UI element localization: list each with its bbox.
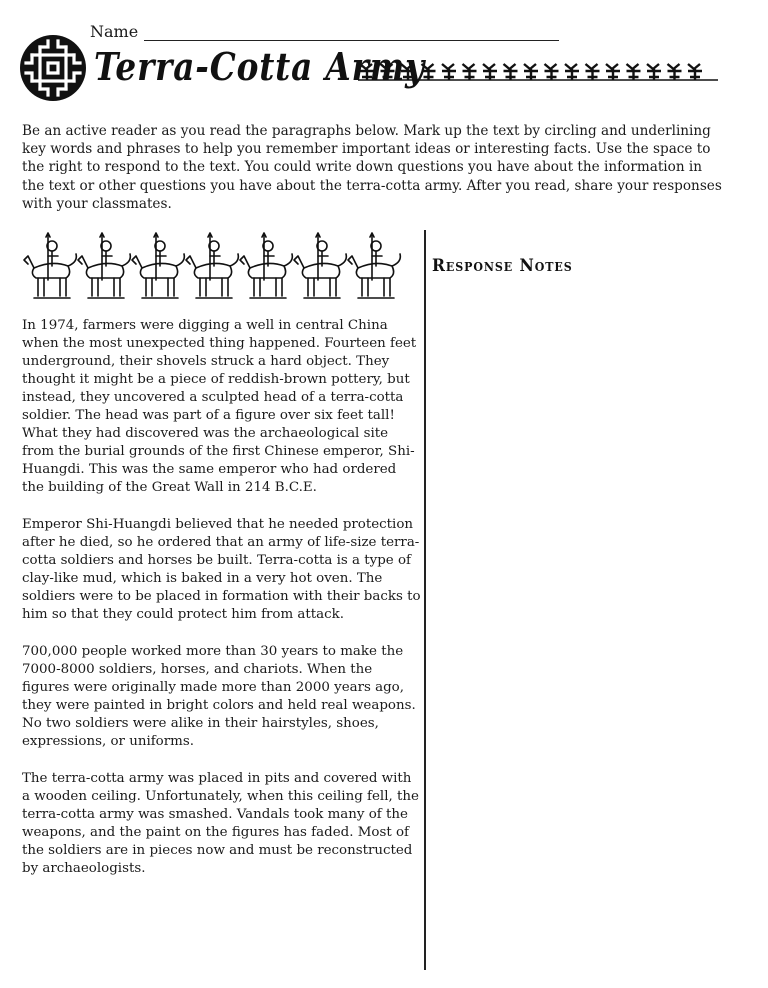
name-field-line[interactable] bbox=[144, 24, 559, 41]
instructions-text: Be an active reader as you read the paragraphs below. Mark up the text by circling and underlining key words and phrases to help you remember important ideas or interesting facts. Use the space to the right to respond to the text. You could write down questions you have about the information in the text or other questions you have about the terra-cotta army. After you read, share your responses with your classmates. bbox=[22, 123, 722, 212]
soldiers-and-horses-illustration bbox=[18, 232, 416, 302]
article-body bbox=[22, 317, 422, 897]
page-title: Terra-Cotta Army bbox=[94, 44, 425, 89]
article-paragraph: 700,000 people worked more than 30 years to make the 7000-8000 soldiers, horses, and chariots. When the figures were originally made more than 2000 years ago, they were painted in bright colors and held real weapons. No two soldiers were alike in their hairstyles, shoes, expressions, or uniforms. bbox=[22, 644, 416, 749]
article-paragraph: Emperor Shi-Huangdi believed that he needed protection after he died, so he ordered that an army of life-size terra-cotta soldiers and horses be built. Terra-cotta is a type of clay-like mud, which is baked in a very hot oven. The soldiers were to be placed in formation with their backs to him so that they could protect him from attack. bbox=[22, 517, 421, 622]
response-notes-heading: Response Notes bbox=[432, 256, 573, 276]
ornamental-border-icon bbox=[356, 60, 721, 82]
name-row bbox=[90, 22, 559, 41]
chinese-knot-emblem-icon bbox=[18, 33, 88, 103]
article-paragraph: In 1974, farmers were digging a well in central China when the most unexpected thing happened. Fourteen feet underground, their shovels struck a hard object. They thought it might be a piece of reddish-brown pottery, but instead, they uncovered a sculpted head of a terra-cotta soldier. The head was part of a figure over six feet tall! What they had discovered was the archaeological site from the burial grounds of the first Chinese emperor, Shi-Huangdi. This was the same emperor who had ordered the building of the Great Wall in 214 B.C.E. bbox=[22, 318, 417, 495]
column-divider bbox=[424, 230, 426, 970]
article-paragraph: The terra-cotta army was placed in pits and covered with a wooden ceiling. Unfortunately, when this ceiling fell, the terra-cotta army was smashed. Vandals took many of the weapons, and the paint on the figures has faded. Most of the soldiers are in pieces now and must be reconstructed by archaeologists. bbox=[22, 771, 419, 876]
name-label: Name bbox=[90, 22, 139, 41]
